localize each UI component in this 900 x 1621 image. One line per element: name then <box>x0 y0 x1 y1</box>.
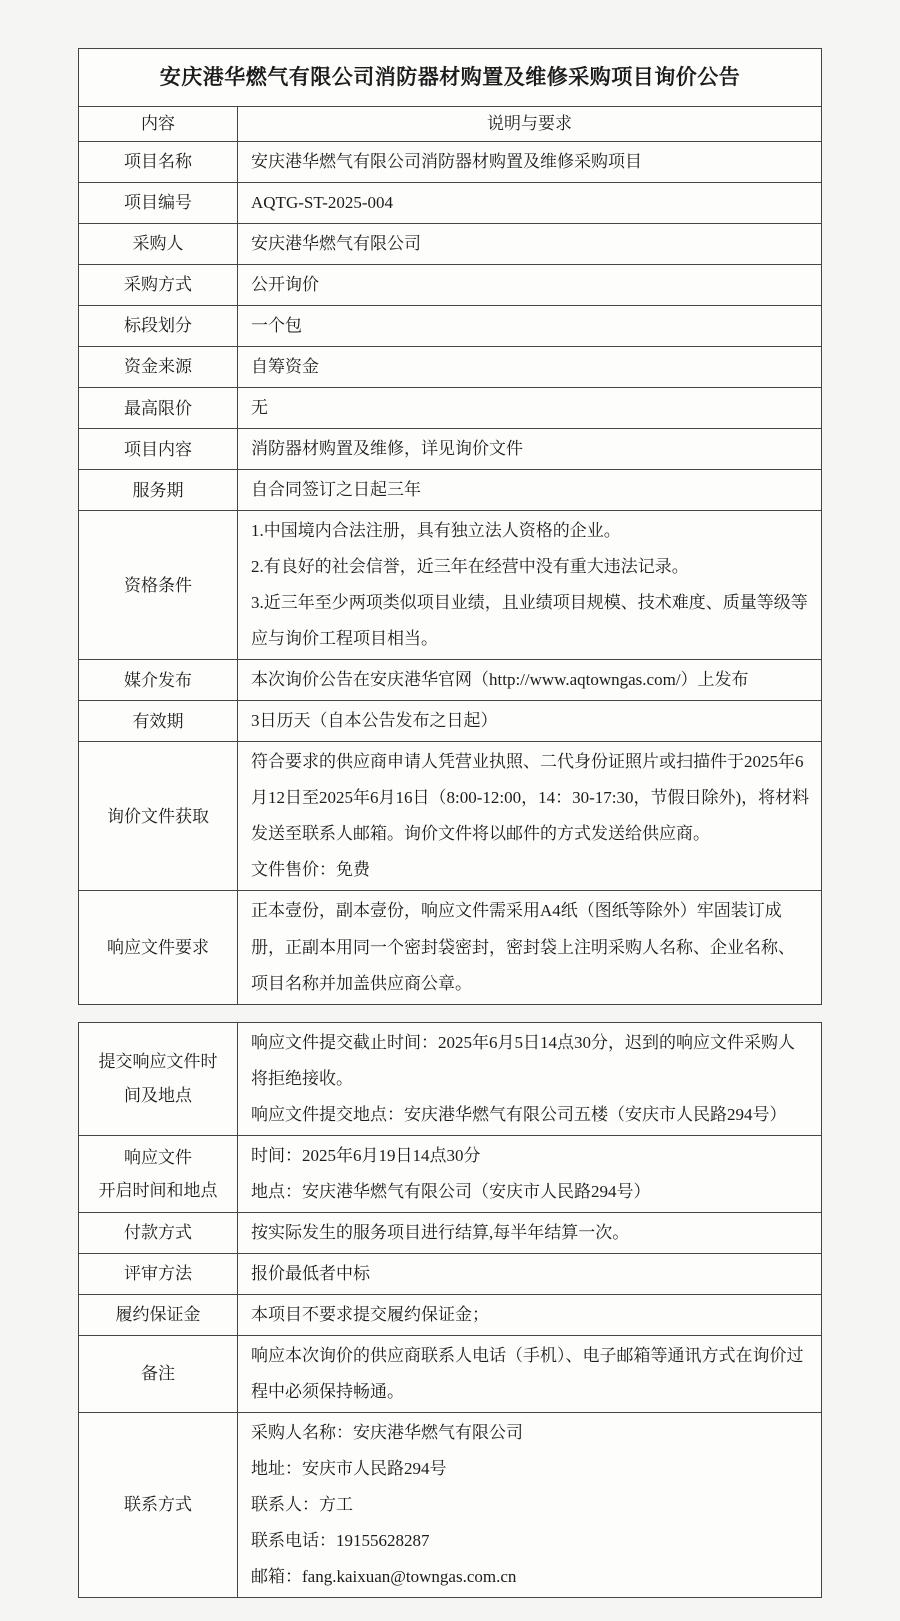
row-value <box>238 470 822 511</box>
row-value <box>238 1135 822 1212</box>
row-value <box>238 306 822 347</box>
label-line: 项目编号 <box>124 193 192 213</box>
table-row <box>79 1335 822 1412</box>
value-line: 联系电话：19155628287 <box>251 1530 430 1550</box>
column-header-requirements: 说明与要求 <box>238 107 822 142</box>
row-value <box>238 429 822 470</box>
row-value <box>238 264 822 305</box>
value-line: 自筹资金 <box>251 357 319 377</box>
table-row <box>79 347 822 388</box>
label-line: 采购方式 <box>124 275 192 295</box>
row-label <box>79 701 238 742</box>
row-label <box>79 1022 238 1135</box>
label-line: 资金来源 <box>124 357 192 377</box>
label-line: 服务期 <box>132 480 184 500</box>
value-line: 本次询价公告在安庆港华官网（http://www.aqtowngas.com/）上发布 <box>251 670 749 690</box>
announcement-table-main <box>78 48 822 1005</box>
row-value <box>238 1412 822 1597</box>
table-row <box>79 891 822 1004</box>
table-row <box>79 742 822 891</box>
value-line: 正本壹份，副本壹份，响应文件需采用A4纸（图纸等除外）牢固装订成册，正副本用同一个密封袋密封，密封袋上注明采购人名称、企业名称、项目名称并加盖供应商公章。 <box>251 901 795 993</box>
value-line: 响应文件提交截止时间：2025年6月5日14点30分，迟到的响应文件采购人将拒绝接收。 <box>251 1032 795 1088</box>
table-row <box>79 141 822 182</box>
row-label <box>79 1294 238 1335</box>
label-line: 响应文件要求 <box>107 937 209 957</box>
table-row <box>79 701 822 742</box>
value-line: 联系人：方工 <box>251 1494 353 1514</box>
value-line: 响应本次询价的供应商联系人电话（手机）、电子邮箱等通讯方式在询价过程中必须保持畅通。 <box>251 1345 804 1401</box>
label-line: 询价文件获取 <box>107 806 209 826</box>
value-line: 消防器材购置及维修，详见询价文件 <box>251 439 523 459</box>
row-value <box>238 891 822 1004</box>
table-row <box>79 1412 822 1597</box>
label-line: 媒介发布 <box>124 670 192 690</box>
value-line: 3日历天（自本公告发布之日起） <box>251 711 498 731</box>
value-line: 地址：安庆市人民路294号 <box>251 1458 447 1478</box>
label-line: 响应文件 <box>124 1147 192 1167</box>
row-value <box>238 223 822 264</box>
table-row <box>79 306 822 347</box>
value-line: 安庆港华燃气有限公司 <box>251 233 421 253</box>
label-line: 付款方式 <box>124 1223 192 1243</box>
label-line: 评审方法 <box>124 1264 192 1284</box>
label-line: 联系方式 <box>124 1495 192 1515</box>
row-value <box>238 511 822 660</box>
row-label <box>79 511 238 660</box>
table-row <box>79 223 822 264</box>
label-line: 提交响应文件时 <box>98 1052 218 1072</box>
row-label <box>79 1412 238 1597</box>
row-label <box>79 1135 238 1212</box>
value-line: 报价最低者中标 <box>251 1263 370 1283</box>
label-line: 标段划分 <box>124 316 192 336</box>
row-value <box>238 1335 822 1412</box>
label-line: 最高限价 <box>124 398 192 418</box>
table-row <box>79 388 822 429</box>
label-line: 开启时间和地点 <box>98 1180 218 1200</box>
page-title: 安庆港华燃气有限公司消防器材购置及维修采购项目询价公告 <box>79 49 822 107</box>
row-label <box>79 1335 238 1412</box>
row-label <box>79 223 238 264</box>
row-label <box>79 429 238 470</box>
row-value <box>238 388 822 429</box>
row-value <box>238 182 822 223</box>
value-line: 文件售价：免费 <box>251 860 370 880</box>
label-line: 项目内容 <box>124 439 192 459</box>
table-row <box>79 429 822 470</box>
announcement-document <box>78 0 822 1598</box>
value-line: 安庆港华燃气有限公司消防器材购置及维修采购项目 <box>251 151 642 171</box>
row-value <box>238 742 822 891</box>
label-line: 履约保证金 <box>115 1305 201 1325</box>
row-value <box>238 1022 822 1135</box>
row-value <box>238 701 822 742</box>
value-line: 响应文件提交地点：安庆港华燃气有限公司五楼（安庆市人民路294号） <box>251 1104 787 1124</box>
value-line: 地点：安庆港华燃气有限公司（安庆市人民路294号） <box>251 1181 651 1201</box>
value-line: 公开询价 <box>251 274 319 294</box>
row-label <box>79 347 238 388</box>
row-value <box>238 347 822 388</box>
label-line: 资格条件 <box>124 575 192 595</box>
row-label <box>79 660 238 701</box>
value-line: 2.有良好的社会信誉，近三年在经营中没有重大违法记录。 <box>251 557 689 577</box>
value-line: 1.中国境内合法注册，具有独立法人资格的企业。 <box>251 521 621 541</box>
table-row <box>79 470 822 511</box>
title-row <box>79 49 822 107</box>
table-row <box>79 264 822 305</box>
row-label <box>79 1212 238 1253</box>
row-value <box>238 1253 822 1294</box>
table-row <box>79 1294 822 1335</box>
row-label <box>79 141 238 182</box>
label-line: 有效期 <box>132 711 184 731</box>
row-label <box>79 1253 238 1294</box>
row-label <box>79 306 238 347</box>
table-row <box>79 1022 822 1135</box>
value-line: 按实际发生的服务项目进行结算,每半年结算一次。 <box>251 1222 630 1242</box>
row-value <box>238 660 822 701</box>
column-header-content: 内容 <box>79 107 238 142</box>
value-line: 符合要求的供应商申请人凭营业执照、二代身份证照片或扫描件于2025年6月12日至2025年6月16日（8:00-12:00，14：30-17:30，节假日除外)，将材料发送至联系人邮箱。询价文件将以邮件的方式发送给供应商。 <box>251 752 810 844</box>
label-line: 项目名称 <box>124 152 192 172</box>
row-value <box>238 141 822 182</box>
value-line: 自合同签订之日起三年 <box>251 480 421 500</box>
table-row <box>79 511 822 660</box>
value-line: 时间：2025年6月19日14点30分 <box>251 1145 481 1165</box>
row-label <box>79 891 238 1004</box>
value-line: 一个包 <box>251 316 302 336</box>
announcement-table-secondary <box>78 1022 822 1598</box>
table-row <box>79 1135 822 1212</box>
row-label <box>79 388 238 429</box>
value-line: 邮箱：fang.kaixuan@towngas.com.cn <box>251 1567 517 1587</box>
header-row <box>79 107 822 142</box>
label-line: 间及地点 <box>124 1085 192 1105</box>
table-row <box>79 1212 822 1253</box>
value-line: AQTG-ST-2025-004 <box>251 192 393 212</box>
row-label <box>79 470 238 511</box>
value-line: 3.近三年至少两项类似项目业绩，且业绩项目规模、技术难度、质量等级等应与询价工程项目相当。 <box>251 593 808 649</box>
value-line: 本项目不要求提交履约保证金； <box>251 1304 489 1324</box>
row-label <box>79 182 238 223</box>
table-row <box>79 660 822 701</box>
row-value <box>238 1212 822 1253</box>
row-label <box>79 742 238 891</box>
table-row <box>79 1253 822 1294</box>
value-line: 无 <box>251 398 268 418</box>
label-line: 备注 <box>141 1364 175 1384</box>
row-label <box>79 264 238 305</box>
table-row <box>79 182 822 223</box>
row-value <box>238 1294 822 1335</box>
label-line: 采购人 <box>132 234 184 254</box>
value-line: 采购人名称：安庆港华燃气有限公司 <box>251 1422 523 1442</box>
